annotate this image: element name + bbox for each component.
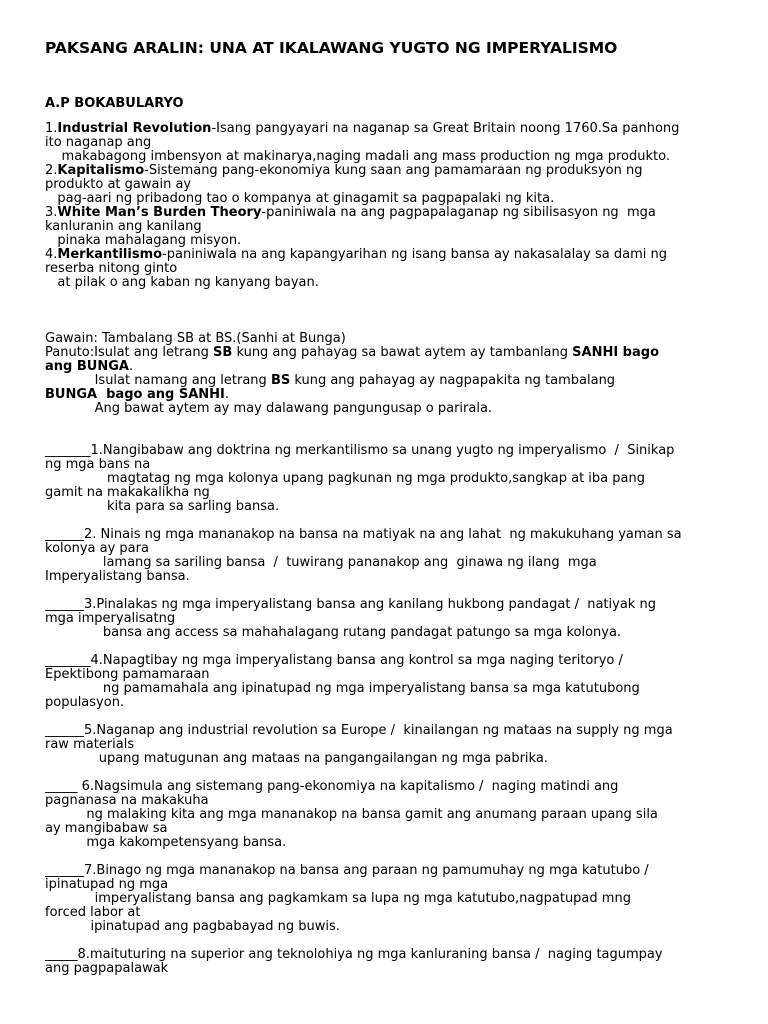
- vocab-line: produkto at gawain ay: [45, 178, 192, 192]
- exercise-line: upang matugunan ang mataas na pangangailangan ng mga pabrika.: [45, 752, 548, 766]
- vocab-heading: A.P BOKABULARYO: [45, 97, 184, 111]
- vocab-line: pag-aari ng pribadong tao o kompanya at ginagamit sa pagpapalaki ng kita.: [45, 192, 555, 206]
- vocab-number: 3.: [45, 206, 58, 220]
- vocab-line: makabagong imbensyon at makinarya,naging madali ang mass production ng mga produkto.: [45, 150, 670, 164]
- vocab-line: ito naganap ang: [45, 136, 152, 150]
- exercise-line: ipinatupad ng mga: [45, 878, 169, 892]
- vocab-line: reserba nitong ginto: [45, 262, 178, 276]
- exercise-line: lamang sa sariling bansa / tuwirang pananakop ang ginawa ng ilang mga: [45, 556, 597, 570]
- instruction-emphasis: SANHI bago: [572, 346, 660, 360]
- exercise-line: pagnanasa na makakuha: [45, 794, 209, 808]
- exercise-line: kolonya ay para: [45, 542, 149, 556]
- exercise-line: _____ 6.Nagsimula ang sistemang pang-ekonomiya na kapitalismo / naging matindi ang: [45, 780, 619, 794]
- exercise-line: ______2. Ninais ng mga mananakop na bansa na matiyak na ang lahat ng makukuhang yaman sa: [45, 528, 682, 542]
- instruction-line: [45, 360, 735, 374]
- vocab-definition: -Sistemang pang-ekonomiya kung saan ang pamamaraan ng produksyon ng: [144, 164, 643, 178]
- vocab-line: [45, 164, 735, 178]
- exercise-line: gamit na makakalikha ng: [45, 486, 210, 500]
- exercise-line: bansa ang access sa mahahalagang rutang pandagat patungo sa mga kolonya.: [45, 626, 622, 640]
- instruction-text: kung ang pahayag ay nagpapakita ng tambalang: [290, 374, 616, 388]
- instruction-text: kung ang pahayag sa bawat aytem ay tambanlang: [232, 346, 573, 360]
- exercise-line: forced labor at: [45, 906, 141, 920]
- vocab-definition: -paniniwala na ang pagpapalaganap ng sibilisasyon ng mga: [261, 206, 656, 220]
- exercise-line: _______4.Napagtibay ng mga imperyalistang bansa ang kontrol sa mga naging teritoryo /: [45, 654, 623, 668]
- instruction-emphasis: ang BUNGA: [45, 360, 129, 374]
- exercise-line: kita para sa sarling bansa.: [45, 500, 280, 514]
- vocab-term: Merkantilismo: [57, 248, 163, 262]
- vocab-definition: -Isang pangyayari na naganap sa Great Britain noong 1760.Sa panhong: [211, 122, 680, 136]
- activity-title: Gawain: Tambalang SB at BS.(Sanhi at Bunga): [45, 332, 346, 346]
- vocab-number: 4.: [45, 248, 58, 262]
- exercise-line: ng pamamahala ang ipinatupad ng mga imperyalistang bansa sa mga katutubong: [45, 682, 640, 696]
- exercise-line: Epektibong pamamaraan: [45, 668, 210, 682]
- instruction-code: SB: [213, 346, 233, 360]
- exercise-line: ang pagpapalawak: [45, 962, 169, 976]
- instruction-line: Ang bawat aytem ay may dalawang pangungusap o parirala.: [45, 402, 493, 416]
- vocab-term: Industrial Revolution: [57, 122, 212, 136]
- exercise-line: magtatag ng mga kolonya upang pagkunan ng mga produkto,sangkap at iba pang: [45, 472, 645, 486]
- exercise-line: imperyalistang bansa ang pagkamkam sa lupa ng mga katutubo,nagpatupad mng: [45, 892, 631, 906]
- instruction-line: [45, 346, 735, 360]
- exercise-line: raw materials: [45, 738, 135, 752]
- instruction-emphasis: BUNGA bago ang SANHI: [45, 388, 225, 402]
- vocab-number: 2.: [45, 164, 58, 178]
- exercise-line: ay mangibabaw sa: [45, 822, 168, 836]
- exercise-line: mga imperyalisatng: [45, 612, 176, 626]
- vocab-line: kanluranin ang kanilang: [45, 220, 202, 234]
- instruction-text: Panuto:Isulat ang letrang: [45, 346, 214, 360]
- vocab-line: [45, 122, 735, 136]
- exercise-line: _____8.maituturing na superior ang teknolohiya ng mga kanluraning bansa / naging tagumpay: [45, 948, 663, 962]
- exercise-line: ______3.Pinalakas ng mga imperyalistang bansa ang kanilang hukbong pandagat / natiyak ng: [45, 598, 656, 612]
- exercise-line: ______5.Naganap ang industrial revolution sa Europe / kinailangan ng mataas na supply ng mga: [45, 724, 673, 738]
- exercise-line: ipinatupad ang pagbabayad ng buwis.: [45, 920, 340, 934]
- exercise-line: _______1.Nangibabaw ang doktrina ng merkantilismo sa unang yugto ng imperyalismo / Sinikap: [45, 444, 675, 458]
- vocab-number: 1.: [45, 122, 58, 136]
- instruction-text: .: [128, 360, 134, 374]
- exercise-line: Imperyalistang bansa.: [45, 570, 190, 584]
- instruction-text: .: [224, 388, 229, 402]
- vocab-line: at pilak o ang kaban ng kanyang bayan.: [45, 276, 319, 290]
- instruction-line: [45, 374, 735, 388]
- exercise-line: populasyon.: [45, 696, 125, 710]
- vocab-line: pinaka mahalagang misyon.: [45, 234, 242, 248]
- instruction-line: [45, 388, 735, 402]
- instruction-text: Isulat namang ang letrang: [45, 374, 271, 388]
- exercise-line: ______7.Binago ng mga mananakop na bansa ang paraan ng pamumuhay ng mga katutubo /: [45, 864, 649, 878]
- exercise-line: mga kakompetensyang bansa.: [45, 836, 287, 850]
- vocab-definition: -paniniwala na ang kapangyarihan ng isang bansa ay nakasalalay sa dami ng: [162, 248, 667, 262]
- exercise-line: ng mga bans na: [45, 458, 151, 472]
- vocab-line: [45, 206, 735, 220]
- vocab-term: White Man’s Burden Theory: [57, 206, 262, 220]
- vocab-line: [45, 248, 735, 262]
- page-title: PAKSANG ARALIN: UNA AT IKALAWANG YUGTO NG IMPERYALISMO: [45, 39, 618, 57]
- exercise-line: ng malaking kita ang mga mananakop na bansa gamit ang anumang paraan upang sila: [45, 808, 658, 822]
- instruction-code: BS: [270, 374, 291, 388]
- vocab-term: Kapitalismo: [57, 164, 145, 178]
